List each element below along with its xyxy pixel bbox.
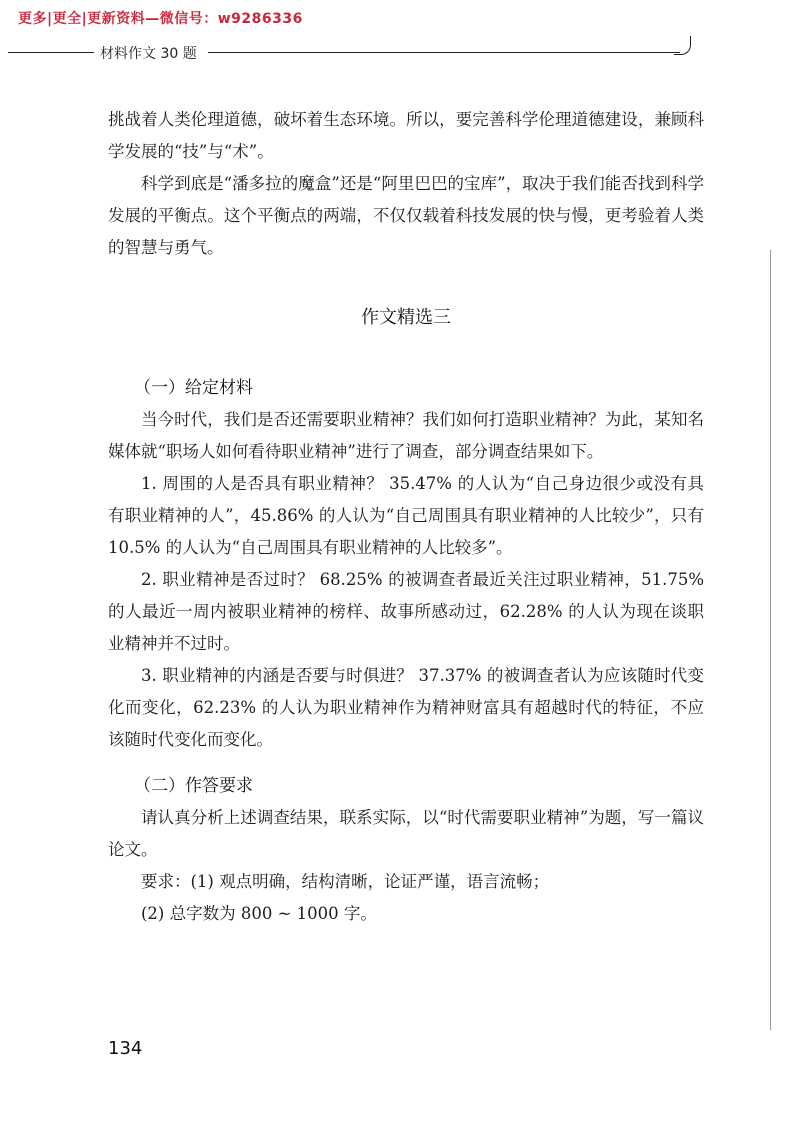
section-title: 作文精选三 (361, 307, 451, 328)
material-paragraph: 当今时代，我们是否还需要职业精神？我们如何打造职业精神？为此，某知名媒体就“职场人如何看待职业精神”进行了调查，部分调查结果如下。 (108, 410, 704, 461)
page-number: 134 (108, 1038, 143, 1059)
header-rule-right (208, 52, 680, 53)
page-content (108, 104, 704, 930)
intro-paragraph-1: 挑战着人类伦理道德，破坏着生态环境。所以，要完善科学伦理道德建设，兼顾科学发展的“技”与“术”。 (108, 110, 704, 161)
requirement-item-2: (2) 总字数为 800 ~ 1000 字。 (141, 904, 377, 923)
intro-paragraph-2: 科学到底是“潘多拉的魔盒”还是“阿里巴巴的宝库”，取决于我们能否找到科学发展的平衡点。这个平衡点的两端，不仅仅载着科技发展的快与慢，更考验着人类的智慧与勇气。 (108, 174, 704, 257)
header-rule-left (8, 52, 94, 53)
survey-item-3: 3. 职业精神的内涵是否要与时俱进？ 37.37% 的被调查者认为应该随时代变化而变化，62.23% 的人认为职业精神作为精神财富具有超越时代的特征，不应该随时代变化而变化。 (108, 666, 704, 749)
survey-item-2: 2. 职业精神是否过时？ 68.25% 的被调查者最近关注过职业精神，51.75% 的人最近一周内被职业精神的榜样、故事所感动过，62.28% 的人认为现在谈职业精神并不过时。 (108, 570, 704, 653)
requirement-heading: （二）作答要求 (134, 776, 253, 796)
watermark-text: 更多|更全|更新资料—微信号：w9286336 (18, 11, 303, 27)
running-header-title: 材料作文 30 题 (100, 46, 197, 62)
header-hook-ornament (674, 36, 691, 55)
page-edge-line (770, 250, 771, 1030)
survey-item-1: 1. 周围的人是否具有职业精神？ 35.47% 的人认为“自己身边很少或没有具有职业精神的人”，45.86% 的人认为“自己周围具有职业精神的人比较少”，只有 10.5% 的人认为“自己周围具有职业精神的人比较多”。 (108, 474, 704, 557)
requirement-paragraph: 请认真分析上述调查结果，联系实际，以“时代需要职业精神”为题，写一篇议论文。 (108, 808, 704, 859)
material-heading: （一）给定材料 (134, 378, 253, 398)
requirement-item-1: 要求：(1) 观点明确，结构清晰，论证严谨，语言流畅； (141, 872, 550, 891)
